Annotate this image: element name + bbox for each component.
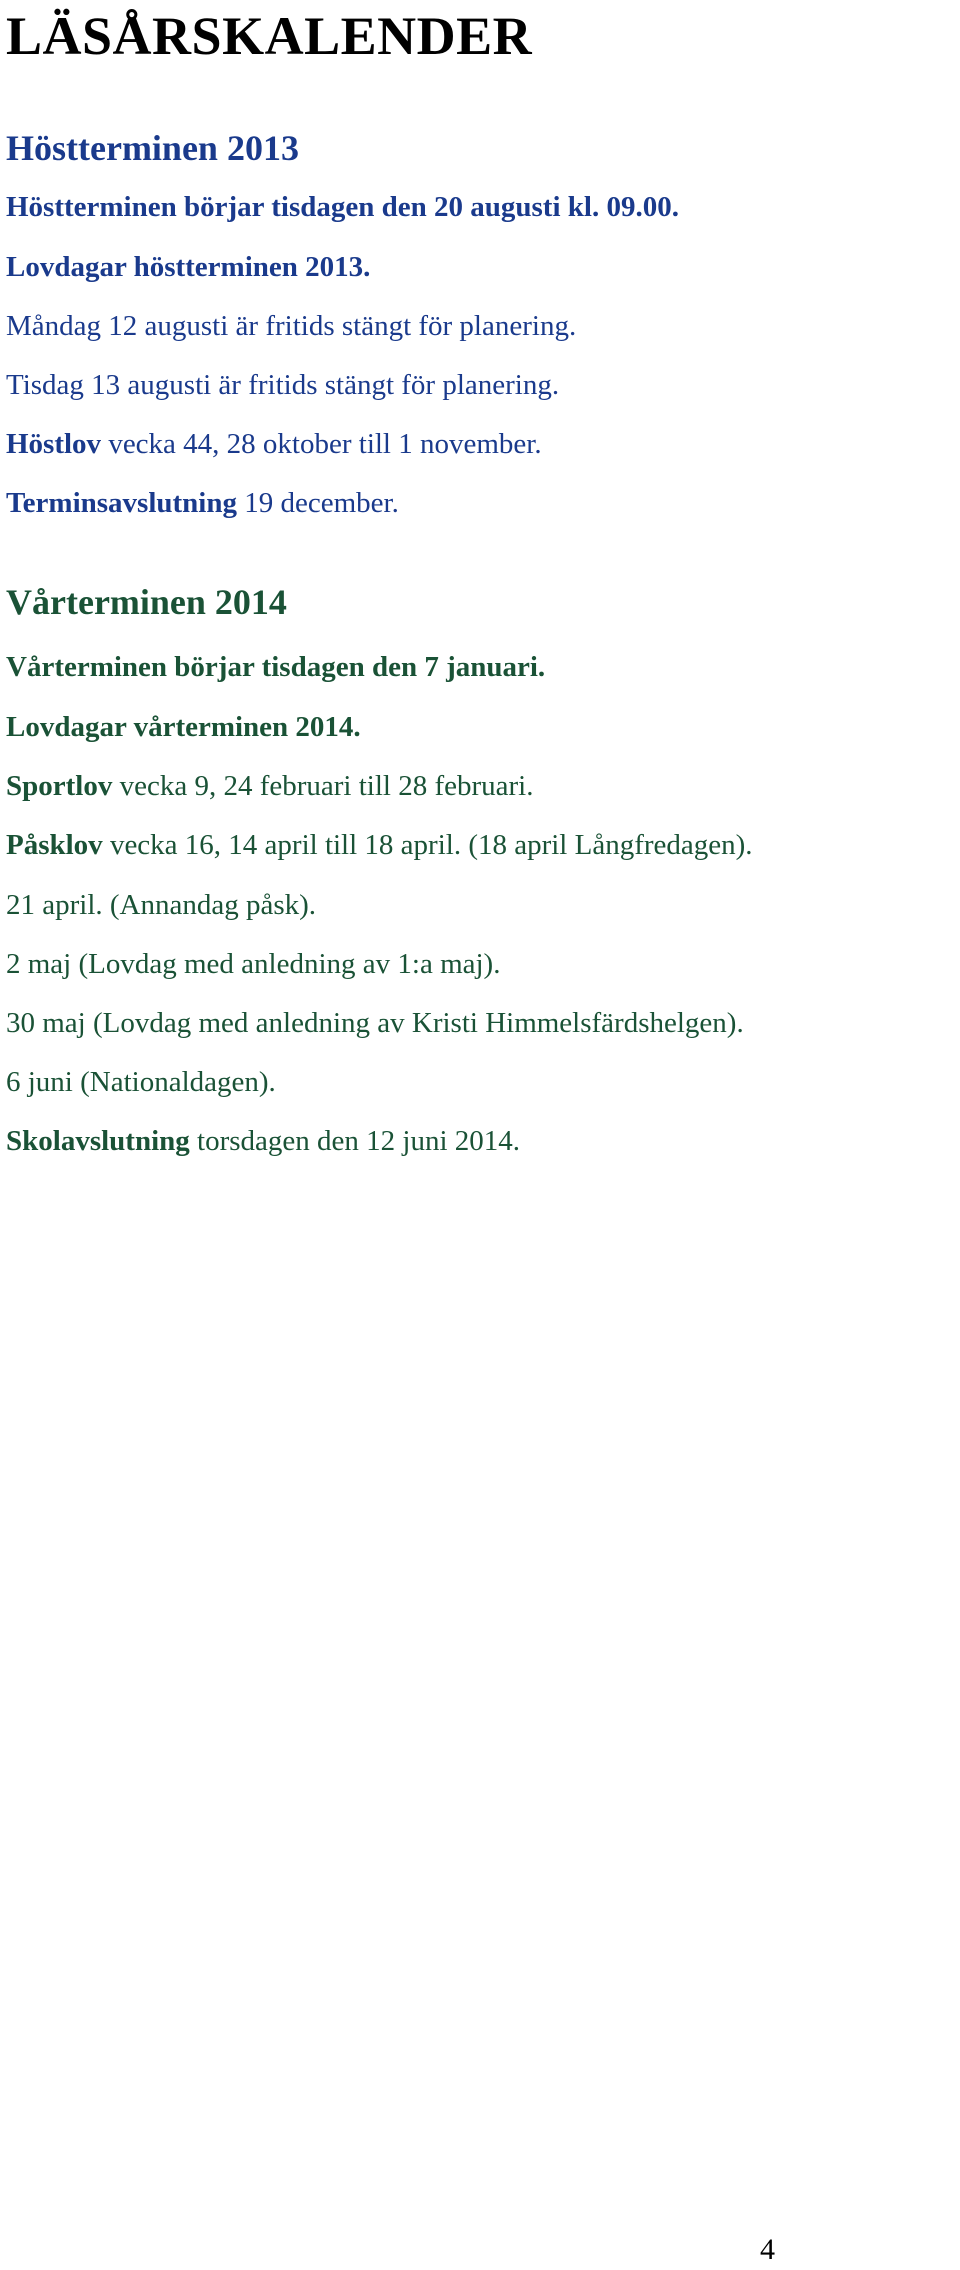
sport-break xyxy=(6,767,533,805)
spring-days-off-heading: Lovdagar vårterminen 2014. xyxy=(6,711,361,743)
autumn-term-end-label: Terminsavslutning xyxy=(6,487,237,519)
sport-break-text: vecka 9, 24 februari till 28 februari. xyxy=(112,770,534,802)
school-end xyxy=(6,1122,520,1160)
easter-break xyxy=(6,826,753,864)
sport-break-label: Sportlov xyxy=(6,770,113,802)
autumn-break-label: Höstlov xyxy=(6,428,102,460)
autumn-term-end-text: 19 december. xyxy=(237,487,399,519)
june-6-national-day: 6 juni (Nationaldagen). xyxy=(6,1066,276,1098)
autumn-term-start: Höstterminen börjar tisdagen den 20 augusti kl. 09.00. xyxy=(6,191,679,223)
easter-break-text: vecka 16, 14 april till 18 april. (18 april Långfredagen). xyxy=(102,829,753,861)
autumn-planning-day-1: Måndag 12 augusti är fritids stängt för planering. xyxy=(6,310,577,342)
spring-term-start: Vårterminen börjar tisdagen den 7 januari. xyxy=(6,651,546,683)
easter-break-label: Påsklov xyxy=(6,829,103,861)
school-end-label: Skolavslutning xyxy=(6,1125,190,1157)
autumn-planning-day-2: Tisdag 13 augusti är fritids stängt för planering. xyxy=(6,369,560,401)
may-2-day-off: 2 maj (Lovdag med anledning av 1:a maj). xyxy=(6,948,501,980)
autumn-term-end xyxy=(6,484,399,522)
page-title: LÄSÅRSKALENDER xyxy=(6,6,533,66)
autumn-days-off-heading: Lovdagar höstterminen 2013. xyxy=(6,251,371,283)
page-number: 4 xyxy=(760,2233,775,2266)
easter-monday: 21 april. (Annandag påsk). xyxy=(6,889,317,921)
may-30-day-off: 30 maj (Lovdag med anledning av Kristi Himmelsfärdshelgen). xyxy=(6,1007,744,1039)
school-end-text: torsdagen den 12 juni 2014. xyxy=(189,1125,520,1157)
autumn-term-heading: Höstterminen 2013 xyxy=(6,128,299,168)
autumn-break xyxy=(6,425,542,463)
spring-term-heading: Vårterminen 2014 xyxy=(6,582,287,622)
autumn-break-text: vecka 44, 28 oktober till 1 november. xyxy=(101,428,542,460)
